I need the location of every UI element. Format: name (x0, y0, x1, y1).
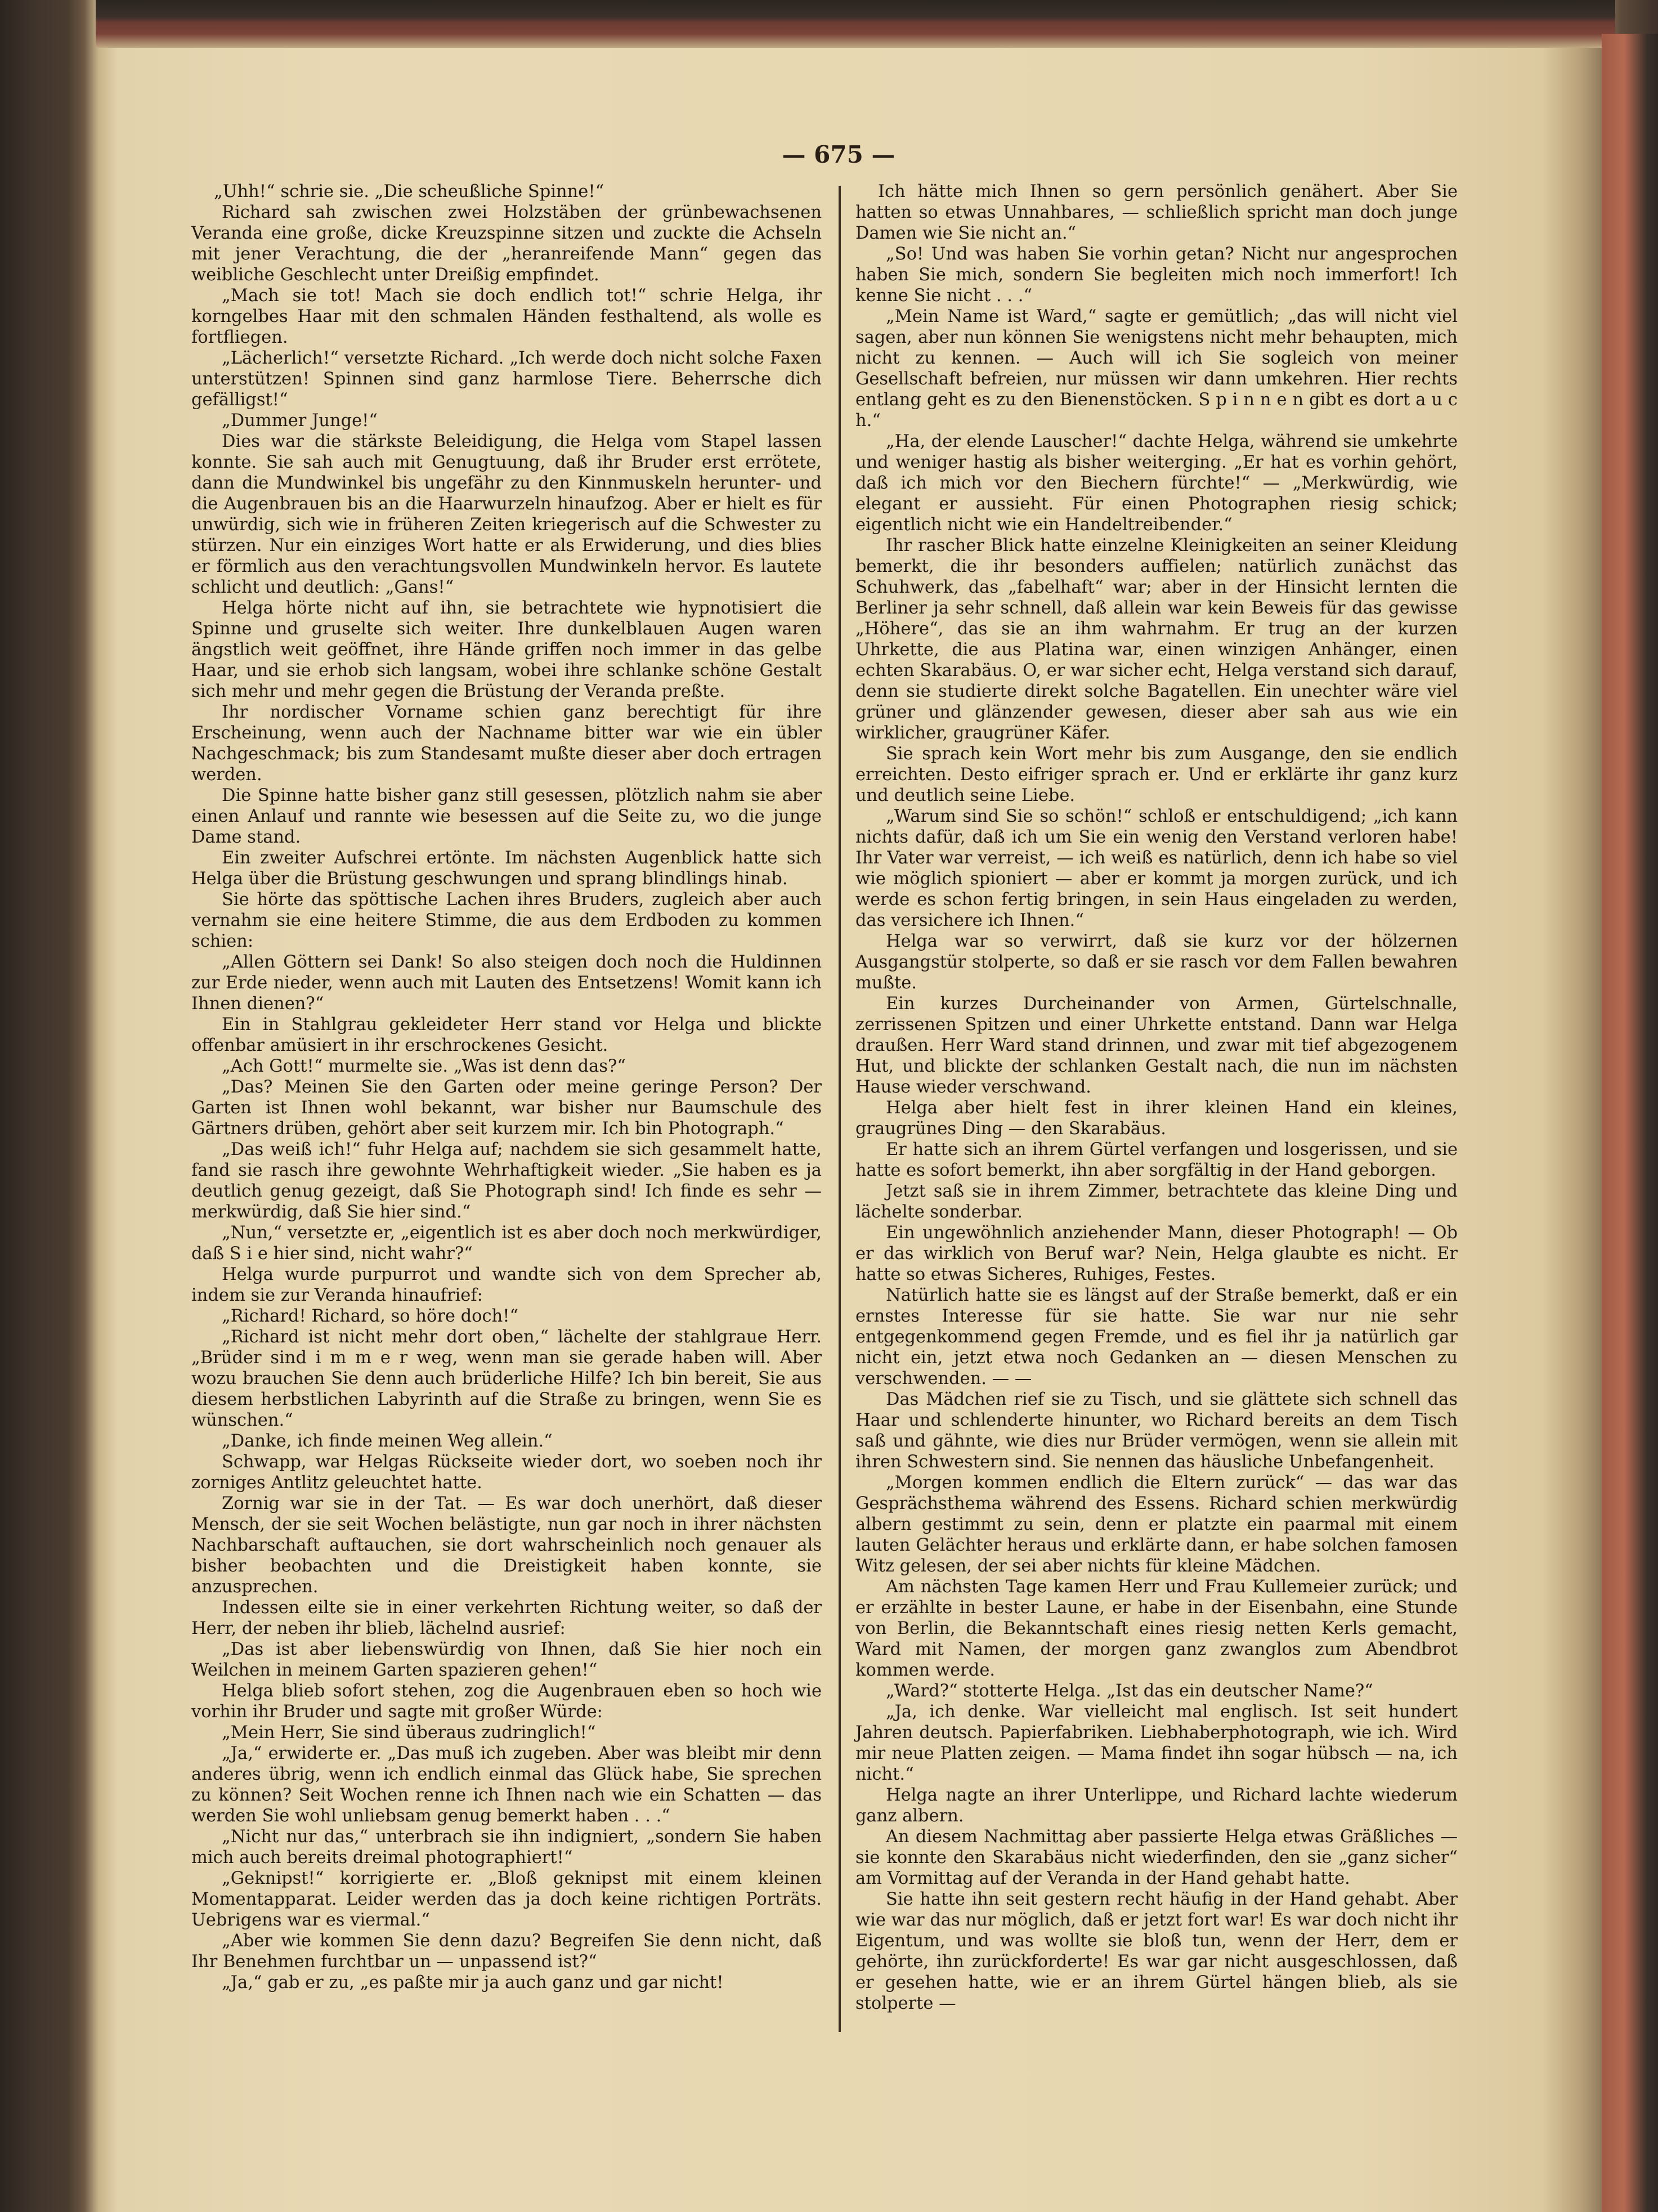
paragraph: Richard sah zwischen zwei Holzstäben der grünbewachsenen Veranda eine große, dicke Kreuzspinne sitzen und zuckte die Achseln mit jener Verachtung, die der „heranreifende Mann“ gegen das weibliche Geschlecht unter Dreißig empfindet. (191, 203, 822, 285)
paragraph: Ein kurzes Durcheinander von Armen, Gürtelschnalle, zerrissenen Spitzen und einer Uhrkette entstand. Dann war Helga draußen. Herr Ward stand drinnen, und zwar mit tief abgezogenem Hut, und blickte der schlanken Gestalt nach, die nun im nächsten Hause wieder verschwand. (855, 994, 1458, 1097)
paragraph: Helga nagte an ihrer Unterlippe, und Richard lachte wiederum ganz albern. (855, 1785, 1458, 1826)
paragraph: Helga hörte nicht auf ihn, sie betrachtete wie hypnotisiert die Spinne und gruselte sich weiter. Ihre dunkelblauen Augen waren ängstlich weit geöffnet, ihre Hände griffen noch immer in das gelbe Haar, und sie erhob sich langsam, wobei ihre schlanke schöne Gestalt sich mehr und mehr gegen die Brüstung der Veranda preßte. (191, 598, 822, 701)
paragraph: Helga war so verwirrt, daß sie kurz vor der hölzernen Ausgangstür stolperte, so daß er sie rasch vor dem Fallen bewahren mußte. (855, 932, 1458, 993)
paragraph: „Mein Herr, Sie sind überaus zudringlich!“ (222, 1723, 596, 1743)
paragraph: Indessen eilte sie in einer verkehrten Richtung weiter, so daß der Herr, der neben ihr blieb, lächelnd ausrief: (191, 1598, 822, 1638)
paragraph: Ihr nordischer Vorname schien ganz berechtigt für ihre Erscheinung, wenn auch der Nachname bitter war wie ein übler Nachgeschmack; bis zum Standesamt mußte dieser aber doch ertragen werden. (191, 702, 822, 785)
paragraph: Schwapp, war Helgas Rückseite wieder dort, wo soeben noch ihr zorniges Antlitz geleuchtet hatte. (191, 1452, 822, 1493)
paragraph: „Mach sie tot! Mach sie doch endlich tot!“ schrie Helga, ihr korngelbes Haar mit den schmalen Händen festhaltend, als wolle es fortfliegen. (191, 286, 822, 347)
paragraph: „Nicht nur das,“ unterbrach sie ihn indigniert, „sondern Sie haben mich auch bereits dreimal photographiert!“ (191, 1827, 822, 1868)
paragraph: „Das weiß ich!“ fuhr Helga auf; nachdem sie sich gesammelt hatte, fand sie rasch ihre gewohnte Wehrhaftigkeit wieder. „Sie haben es ja deutlich genug gezeigt, daß Sie Photograph sind! Ich finde es sehr — merkwürdig, daß Sie hier sind.“ (191, 1140, 822, 1222)
paragraph: „Mein Name ist Ward,“ sagte er gemütlich; „das will nicht viel sagen, aber nun können Sie wenigstens nicht mehr behaupten, mich nicht zu kennen. — Auch will ich Sie sogleich von meiner Gesellschaft befreien, nur müssen wir dann umkehren. Hier rechts entlang geht es zu den Bienenstöcken. S p i n n e n gibt es dort a u c h.“ (855, 307, 1458, 431)
paragraph: Sie hörte das spöttische Lachen ihres Bruders, zugleich aber auch vernahm sie eine heitere Stimme, die aus dem Erdboden zu kommen schien: (191, 890, 822, 951)
book-binding-top (96, 0, 1615, 48)
paragraph: Jetzt saß sie in ihrem Zimmer, betrachtete das kleine Ding und lächelte sonderbar. (855, 1181, 1458, 1222)
left-text-column (191, 181, 822, 1993)
paragraph: Helga blieb sofort stehen, zog die Augenbrauen eben so hoch wie vorhin ihr Bruder und sagte mit großer Würde: (191, 1681, 822, 1722)
paragraph: Sie sprach kein Wort mehr bis zum Ausgange, den sie endlich erreichten. Desto eifriger sprach er. Und er erklärte ihr ganz kurz und deutlich seine Liebe. (855, 744, 1458, 805)
book-edge-right (1602, 34, 1658, 2212)
paragraph: „Ja,“ gab er zu, „es paßte mir ja auch ganz und gar nicht! (222, 1973, 724, 1992)
paragraph: Helga wurde purpurrot und wandte sich von dem Sprecher ab, indem sie zur Veranda hinaufrief: (191, 1265, 822, 1305)
paragraph: „Aber wie kommen Sie denn dazu? Begreifen Sie denn nicht, daß Ihr Benehmen furchtbar un — unpassend ist?“ (191, 1931, 822, 1972)
paragraph: Ein zweiter Aufschrei ertönte. Im nächsten Augenblick hatte sich Helga über die Brüstung geschwungen und sprang blindlings hinab. (191, 848, 822, 889)
paragraph: Ein ungewöhnlich anziehender Mann, dieser Photograph! — Ob er das wirklich von Beruf war? Nein, Helga glaubte es nicht. Er hatte so etwas Sicheres, Ruhiges, Festes. (855, 1223, 1458, 1284)
paragraph: Natürlich hatte sie es längst auf der Straße bemerkt, daß er ein ernstes Interesse für sie hatte. Sie war nur nie sehr entgegenkommend gegen Fremde, und es fiel ihr ja natürlich gar nicht ein, jetzt etwa noch Gedanken an — diesen Menschen zu verschwenden. — — (855, 1286, 1458, 1389)
paragraph: An diesem Nachmittag aber passierte Helga etwas Gräßliches — sie konnte den Skarabäus nicht wiederfinden, den sie „ganz sicher“ am Vormittag auf der Veranda in der Hand gehabt hatte. (855, 1827, 1458, 1888)
paragraph: „Richard! Richard, so höre doch!“ (222, 1306, 519, 1326)
paragraph: „Das ist aber liebenswürdig von Ihnen, daß Sie hier noch ein Weilchen in meinem Garten spazieren gehen!“ (191, 1640, 822, 1680)
paragraph: Er hatte sich an ihrem Gürtel verfangen und losgerissen, und sie hatte es sofort bemerkt, ihn aber sorgfältig in der Hand geborgen. (855, 1140, 1458, 1180)
paragraph: „Uhh!“ schrie sie. „Die scheußliche Spinne!“ (214, 182, 604, 202)
paragraph: „Allen Göttern sei Dank! So also steigen doch noch die Huldinnen zur Erde nieder, wenn auch mit Lauten des Entsetzens! Womit kann ich Ihnen dienen?“ (191, 952, 822, 1014)
paragraph: Helga aber hielt fest in ihrer kleinen Hand ein kleines, graugrünes Ding — den Skarabäus. (855, 1098, 1458, 1139)
paragraph: Ein in Stahlgrau gekleideter Herr stand vor Helga und blickte offenbar amüsiert in ihr erschrockenes Gesicht. (191, 1015, 822, 1055)
paragraph: Zornig war sie in der Tat. — Es war doch unerhört, daß dieser Mensch, der sie seit Wochen belästigte, nun gar noch in ihrer nächsten Nachbarschaft auftauchen, sie dort wahrscheinlich noch genauer als bisher beobachten und die Dreistigkeit haben konnte, sie anzusprechen. (191, 1494, 822, 1597)
paragraph: Ich hätte mich Ihnen so gern persönlich genähert. Aber Sie hatten so etwas Unnahbares, — schließlich spricht man doch junge Damen wie Sie nicht an.“ (855, 182, 1458, 243)
paragraph: „Ward?“ stotterte Helga. „Ist das ein deutscher Name?“ (886, 1681, 1373, 1701)
paragraph: Das Mädchen rief sie zu Tisch, und sie glättete sich schnell das Haar und schlenderte hinunter, wo Richard bereits an dem Tisch saß und gähnte, wie dies nur Brüder vermögen, wenn sie allein mit ihren Schwestern sind. Sie nennen das häusliche Unbefangenheit. (855, 1390, 1458, 1472)
column-divider (839, 186, 841, 2032)
paragraph: Am nächsten Tage kamen Herr und Frau Kullemeier zurück; und er erzählte in bester Laune, er habe in der Eisenbahn, eine Stunde von Berlin, die Bekanntschaft eines riesig netten Kerls gemacht, Ward mit Namen, der morgen ganz zwanglos zum Abendbrot kommen werde. (855, 1577, 1458, 1680)
paragraph: „Geknipst!“ korrigierte er. „Bloß geknipst mit einem kleinen Momentapparat. Leider werden das ja doch keine richtigen Porträts. Uebrigens war es viermal.“ (191, 1869, 822, 1930)
paragraph: „Ja,“ erwiderte er. „Das muß ich zugeben. Aber was bleibt mir denn anderes übrig, wenn ich endlich einmal das Glück habe, Sie sprechen zu können? Seit Wochen renne ich Ihnen nach wie ein Schatten — das werden Sie wohl unliebsam genug bemerkt haben . . .“ (191, 1744, 822, 1826)
paragraph: „Ja, ich denke. War vielleicht mal englisch. Ist seit hundert Jahren deutsch. Papierfabriken. Liebhaberphotograph, wie ich. Wird mir neue Platten zeigen. — Mama findet ihn sogar hübsch — na, ich nicht.“ (855, 1702, 1458, 1784)
paragraph: Ihr rascher Blick hatte einzelne Kleinigkeiten an seiner Kleidung bemerkt, die ihr besonders auffielen; natürlich zunächst das Schuhwerk, das „fabelhaft“ war; aber in der Hinsicht lernten die Berliner ja sehr schnell, daß allein war kein Beweis für das gewisse „Höhere“, das sie an ihm wahrnahm. Er trug an der kurzen Uhrkette, die aus Platina war, einen winzigen Anhänger, einen echten Skarabäus. O, er war sicher echt, Helga verstand sich darauf, denn sie studierte direkt solche Bagatellen. Ein unechter wäre viel grüner und glänzender gewesen, dieser aber sah aus wie ein wirklicher, graugrüner Käfer. (855, 536, 1458, 743)
paragraph: Sie hatte ihn seit gestern recht häufig in der Hand gehabt. Aber wie war das nur möglich, daß er jetzt fort war! Es war doch nicht ihr Eigentum, und was wollte sie bloß tun, wenn der Herr, dem er gehörte, ihn zurückforderte! Es war gar nicht ausgeschlossen, daß er gesehen hatte, wie er an ihrem Gürtel hängen blieb, als sie stolperte — (855, 1889, 1458, 2013)
paragraph: „Nun,“ versetzte er, „eigentlich ist es aber doch noch merkwürdiger, daß S i e hier sind, nicht wahr?“ (191, 1223, 822, 1264)
paragraph: „Dummer Junge!“ (222, 411, 378, 431)
paragraph: „Morgen kommen endlich die Eltern zurück“ — das war das Gesprächsthema während des Essens. Richard schien merkwürdig albern gestimmt zu sein, denn er platzte ein paarmal mit einem lauten Gelächter heraus und erklärte dann, er habe solchen famosen Witz gelesen, der sei aber nichts für kleine Mädchen. (855, 1473, 1458, 1576)
paragraph: „Das? Meinen Sie den Garten oder meine geringe Person? Der Garten ist Ihnen wohl bekannt, war bisher nur Baumschule des Gärtners drüben, gehört aber seit kurzem mir. Ich bin Photograph.“ (191, 1077, 822, 1139)
paragraph: „Richard ist nicht mehr dort oben,“ lächelte der stahlgraue Herr. „Brüder sind i m m e r weg, wenn man sie gerade haben will. Aber wozu brauchen Sie denn auch brüderliche Hilfe? Ich bin bereit, Sie aus diesem herbstlichen Labyrinth auf die Straße zu bringen, wenn Sie es wünschen.“ (191, 1327, 822, 1430)
paragraph: „So! Und was haben Sie vorhin getan? Nicht nur angesprochen haben Sie mich, sondern Sie begleiten mich noch immerfort! Ich kenne Sie nicht . . .“ (855, 244, 1458, 306)
paragraph: „Lächerlich!“ versetzte Richard. „Ich werde doch nicht solche Faxen unterstützen! Spinnen sind ganz harmlose Tiere. Beherrsche dich gefälligst!“ (191, 348, 822, 410)
paragraph: Die Spinne hatte bisher ganz still gesessen, plötzlich nahm sie aber einen Anlauf und rannte wie besessen auf die Seite zu, wo die junge Dame stand. (191, 786, 822, 847)
page-number: — 675 — (782, 141, 895, 168)
paragraph: Dies war die stärkste Beleidigung, die Helga vom Stapel lassen konnte. Sie sah auch mit Genugtuung, daß ihr Bruder erst errötete, dann die Mundwinkel bis ungefähr zu den Kinnmuskeln herunter- und die Augenbrauen bis an die Haarwurzeln hinaufzog. Aber er hielt es für unwürdig, sich wie in früheren Zeiten kriegerisch auf die Schwester zu stürzen. Nur ein einziges Wort hatte er als Erwiderung, und dies blies er förmlich aus den verachtungsvollen Mundwinkeln hervor. Es lautete schlicht und deutlich: „Gans!“ (191, 432, 822, 597)
paragraph: „Warum sind Sie so schön!“ schloß er entschuldigend; „ich kann nichts dafür, daß ich um Sie ein wenig den Verstand verloren habe! Ihr Vater war verreist, — ich weiß es natürlich, denn ich habe so viel wie möglich spioniert — aber er kommt ja morgen zurück, und ich werde es schon fertig bringen, in sein Haus eingeladen zu werden, das versichere ich Ihnen.“ (855, 807, 1458, 930)
paragraph: „Ha, der elende Lauscher!“ dachte Helga, während sie umkehrte und weniger hastig als bisher weiterging. „Er hat es vorhin gehört, daß ich mich vor den Biechern fürchte!“ — „Merkwürdig, wie elegant er aussieht. Für einen Photographen riesig schick; eigentlich nicht wie ein Handeltreibender.“ (855, 432, 1458, 535)
paragraph: „Ach Gott!“ murmelte sie. „Was ist denn das?“ (222, 1056, 626, 1076)
right-text-column (855, 181, 1458, 2014)
paragraph: „Danke, ich finde meinen Weg allein.“ (222, 1431, 553, 1451)
